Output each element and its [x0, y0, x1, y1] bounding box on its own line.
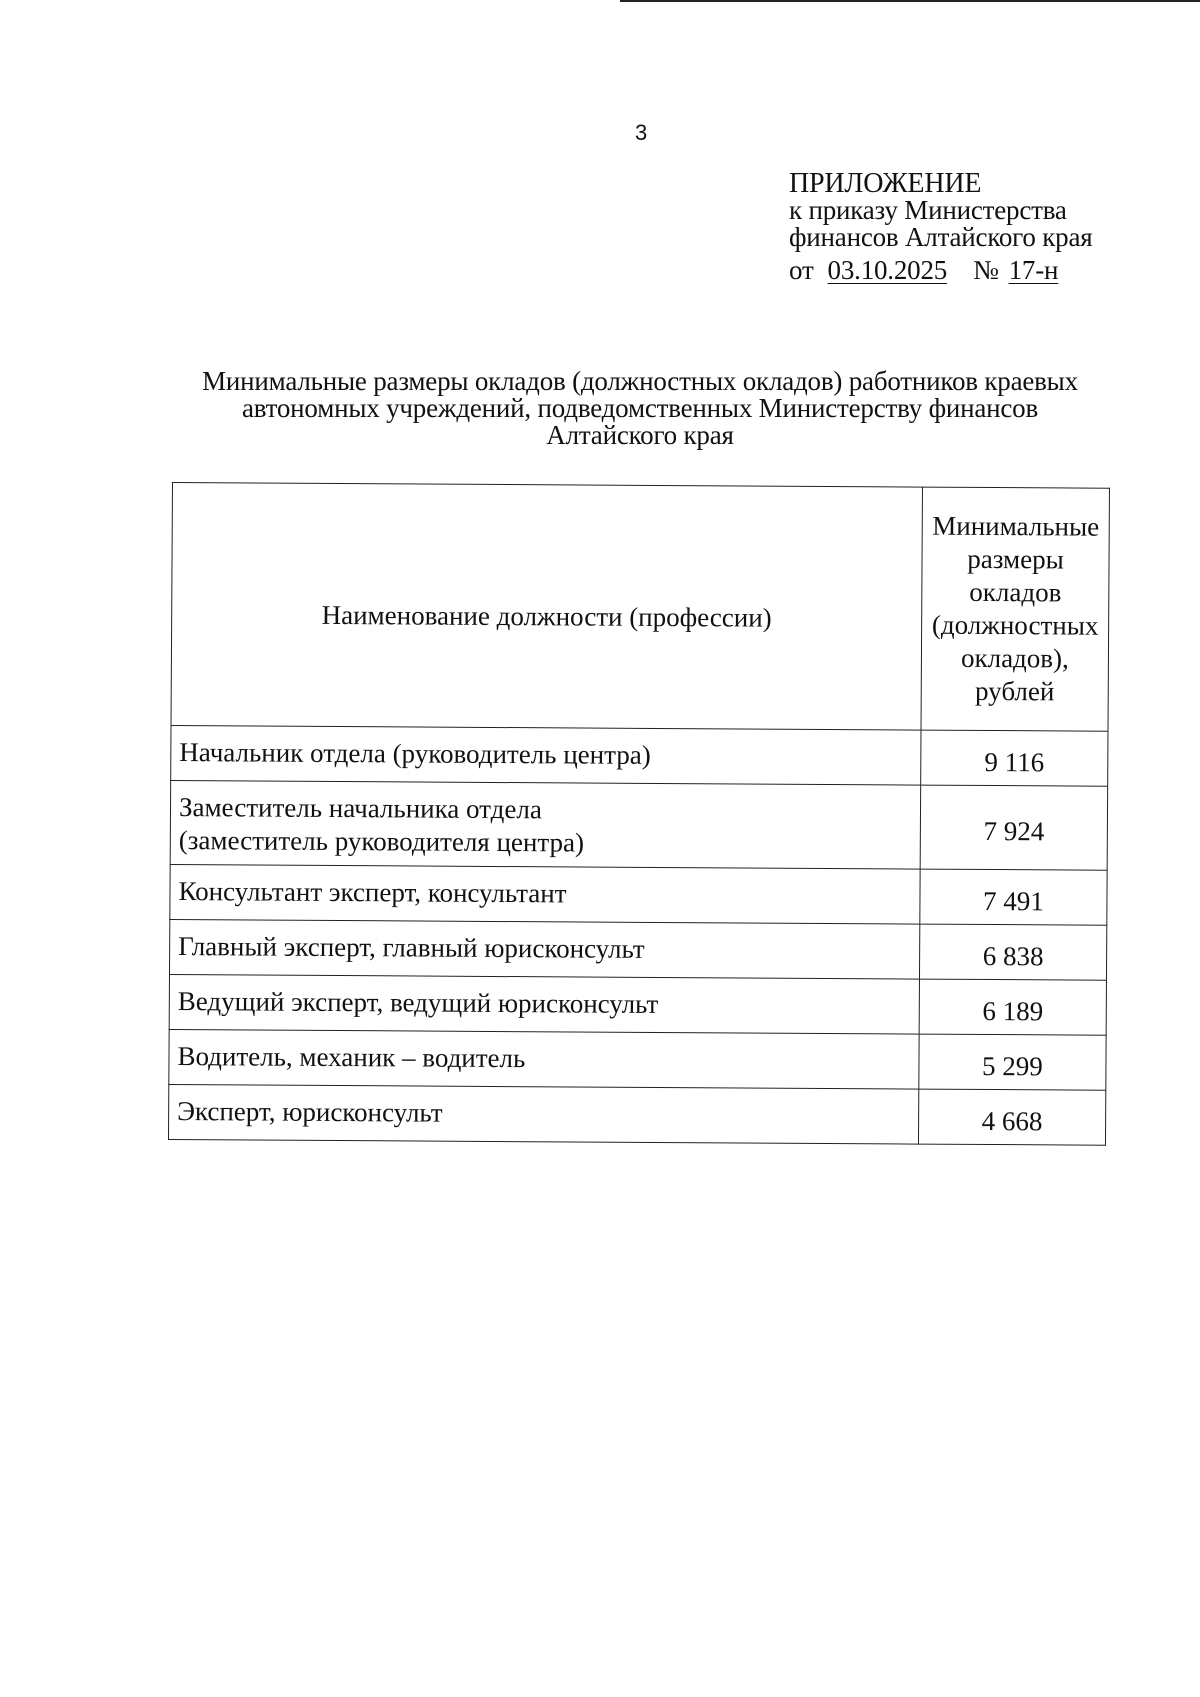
position-cell — [170, 864, 920, 924]
position-cell — [170, 780, 920, 869]
header-position: Наименование должности (профессии) — [171, 483, 922, 731]
position-cell — [169, 974, 919, 1034]
table-header-row — [171, 483, 1109, 732]
salary-cell: 5 299 — [919, 1034, 1106, 1090]
position-line: Заместитель начальника отдела — [178, 792, 542, 825]
table-row — [171, 725, 1108, 786]
order-date: 03.10.2025 — [827, 255, 948, 285]
header-salary-line: окладов — [969, 576, 1062, 608]
position-cell — [168, 1084, 918, 1144]
salary-cell: 4 668 — [918, 1089, 1105, 1145]
table-row — [169, 919, 1106, 980]
order-number: 17-н — [1008, 255, 1059, 285]
table-row — [170, 864, 1107, 925]
appendix-title: ПРИЛОЖЕНИЕ — [789, 168, 982, 199]
position-line: Эксперт, юрисконсульт — [177, 1096, 443, 1128]
position-cell — [171, 725, 921, 785]
header-salary-line: (должностных — [931, 609, 1099, 641]
document-title — [160, 368, 1120, 449]
position-line: Главный эксперт, главный юрисконсульт — [178, 931, 645, 964]
table-row — [169, 974, 1106, 1035]
position-cell — [169, 919, 919, 979]
salary-cell: 7 491 — [920, 869, 1107, 925]
document-title-line-2: автономных учреждений, подведомственных Министерству финансов — [241, 393, 1039, 423]
order-number-label: № — [973, 255, 999, 285]
salary-cell: 6 189 — [919, 979, 1106, 1035]
salary-cell: 9 116 — [921, 730, 1108, 786]
header-salary — [921, 487, 1109, 731]
salary-cell: 6 838 — [919, 924, 1106, 980]
position-cell — [169, 1029, 919, 1089]
table-row — [170, 780, 1107, 870]
appendix-block — [789, 170, 1092, 284]
header-salary-line: рублей — [975, 675, 1055, 707]
header-salary-line: окладов), — [960, 642, 1069, 674]
page-number: 3 — [635, 120, 648, 145]
position-line: Начальник отдела (руководитель центра) — [179, 737, 651, 770]
order-from-label: от — [789, 255, 814, 285]
appendix-line-1: к приказу Министерства — [789, 195, 1067, 225]
position-line: (заместитель руководителя центра) — [178, 825, 585, 858]
table-row — [169, 1029, 1106, 1090]
salary-cell: 7 924 — [920, 785, 1108, 870]
table-row — [168, 1084, 1105, 1145]
position-line: Водитель, механик – водитель — [177, 1041, 526, 1074]
document-title-line-3: Алтайского края — [546, 420, 734, 450]
top-edge-rule — [620, 0, 1200, 2]
header-salary-line: размеры — [967, 543, 1064, 575]
position-line: Ведущий эксперт, ведущий юрисконсульт — [177, 986, 659, 1019]
appendix-line-2: финансов Алтайского края — [789, 222, 1093, 252]
header-salary-line: Минимальные — [932, 510, 1100, 542]
order-details — [789, 257, 1092, 284]
salary-table — [168, 482, 1110, 1146]
position-line: Консультант эксперт, консультант — [178, 876, 567, 909]
document-title-line-1: Минимальные размеры окладов (должностных окладов) работников краевых — [202, 366, 1078, 396]
